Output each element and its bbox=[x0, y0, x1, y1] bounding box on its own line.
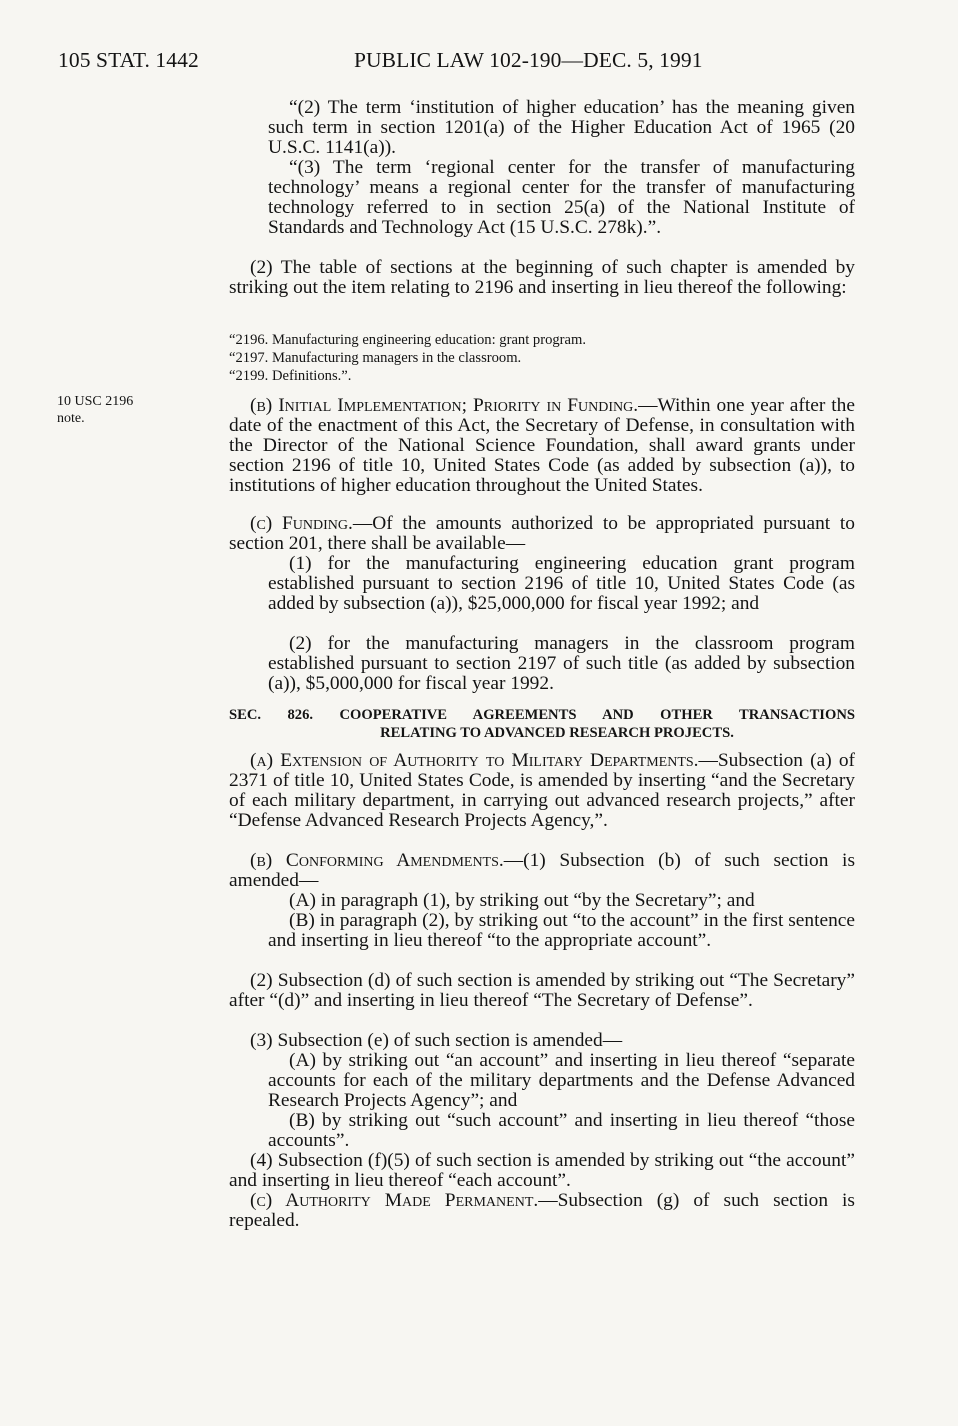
funding-paragraph-2: (2) for the manufacturing managers in the classroom program established pursuant to section 2197 of such title (as added by subsection (a)), $5,000,000 for fiscal year 1992. bbox=[268, 633, 855, 694]
conforming-clause-3A: (A) by striking out “an account” and inserting in lieu thereof “separate accounts for each of the military departments and the Defense Advanced Research Projects Agency”; and bbox=[268, 1050, 855, 1111]
definition-2: “(2) The term ‘institution of higher education’ has the meaning given such term in section 1201(a) of the Higher Education Act of 1965 (20 U.S.C. 1141(a)). bbox=[268, 97, 855, 158]
subsection-heading: (b) Initial Implementation; Priority in Funding. bbox=[250, 395, 639, 416]
subsection-c-funding bbox=[229, 514, 855, 554]
toc-item: “2197. Manufacturing managers in the classroom. bbox=[229, 350, 522, 366]
toc-item: “2196. Manufacturing engineering education: grant program. bbox=[229, 332, 587, 348]
subsection-text: —Within one year after the date of the enactment of this Act, the Secretary of Defense, in consultation with the Director of the National Science Foundation, shall award grants under section 2196 of title 10, United States Code (as added by subsection (a)), to institutions of higher education throughout the United States. bbox=[229, 395, 855, 496]
subsection-a-extension-of-authority bbox=[229, 751, 855, 831]
conforming-paragraph-2: (2) Subsection (d) of such section is amended by striking out “The Secretary” after “(d)” and inserting in lieu thereof “The Secretary of Defense”. bbox=[229, 970, 855, 1011]
subsection-text: —(1) Subsection (b) of such section is amended— bbox=[229, 850, 855, 891]
subsection-text: —Subsection (a) of 2371 of title 10, United States Code, is amended by inserting “and the Secretary of each military department, in carrying out advanced research projects,” after “Defense Advanced Research Projects Agency,”. bbox=[229, 750, 855, 831]
conforming-clause-B: (B) in paragraph (2), by striking out “to the account” in the first sentence and inserting in lieu thereof “to the appropriate account”. bbox=[268, 910, 855, 951]
subsection-b-initial-implementation bbox=[229, 396, 855, 496]
toc-item: “2199. Definitions.”. bbox=[229, 368, 352, 384]
section-heading-line: RELATING TO ADVANCED RESEARCH PROJECTS. bbox=[380, 725, 734, 741]
margin-note-line: 10 USC 2196 bbox=[57, 394, 134, 409]
conforming-paragraph-4: (4) Subsection (f)(5) of such section is amended by striking out “the account” and inserting in lieu thereof “each account”. bbox=[229, 1150, 855, 1191]
section-heading-line: SEC. 826. COOPERATIVE AGREEMENTS AND OTHER TRANSACTIONS bbox=[229, 707, 855, 723]
funding-paragraph-1: (1) for the manufacturing engineering education grant program established pursuant to section 2196 of title 10, United States Code (as added by subsection (a)), $25,000,000 for fiscal year 1992; and bbox=[268, 553, 855, 614]
subsection-heading: (c) Authority Made Permanent. bbox=[250, 1190, 539, 1211]
subsection-b-conforming-amendments bbox=[229, 851, 855, 891]
margin-note-line: note. bbox=[57, 411, 85, 426]
conforming-clause-A: (A) in paragraph (1), by striking out “by the Secretary”; and bbox=[289, 890, 755, 911]
subsection-heading: (a) Extension of Authority to Military Departments. bbox=[250, 750, 699, 771]
subsection-c-authority-made-permanent bbox=[229, 1191, 855, 1231]
table-of-sections-amendment: (2) The table of sections at the beginning of such chapter is amended by striking out the item relating to 2196 and inserting in lieu thereof the following: bbox=[229, 257, 855, 298]
subsection-text: —Of the amounts authorized to be appropriated pursuant to section 201, there shall be available— bbox=[229, 513, 856, 554]
subsection-heading: (c) Funding. bbox=[250, 513, 353, 534]
section-826-heading bbox=[229, 706, 855, 742]
margin-note bbox=[57, 393, 133, 427]
table-of-sections bbox=[229, 331, 586, 385]
conforming-paragraph-3: (3) Subsection (e) of such section is amended— bbox=[250, 1030, 623, 1051]
running-header-stat: 105 STAT. 1442 bbox=[58, 48, 199, 72]
conforming-clause-3B: (B) by striking out “such account” and inserting in lieu thereof “those accounts”. bbox=[268, 1110, 855, 1151]
definition-3: “(3) The term ‘regional center for the transfer of manufacturing technology’ means a regional center for the transfer of manufacturing technology referred to in section 25(a) of the National Institute of Standards and Technology Act (15 U.S.C. 278k).”. bbox=[268, 157, 855, 238]
subsection-heading: (b) Conforming Amendments. bbox=[250, 850, 504, 871]
running-header-law: PUBLIC LAW 102-190—DEC. 5, 1991 bbox=[354, 48, 703, 72]
subsection-text: —Subsection (g) of such section is repealed. bbox=[229, 1190, 855, 1231]
